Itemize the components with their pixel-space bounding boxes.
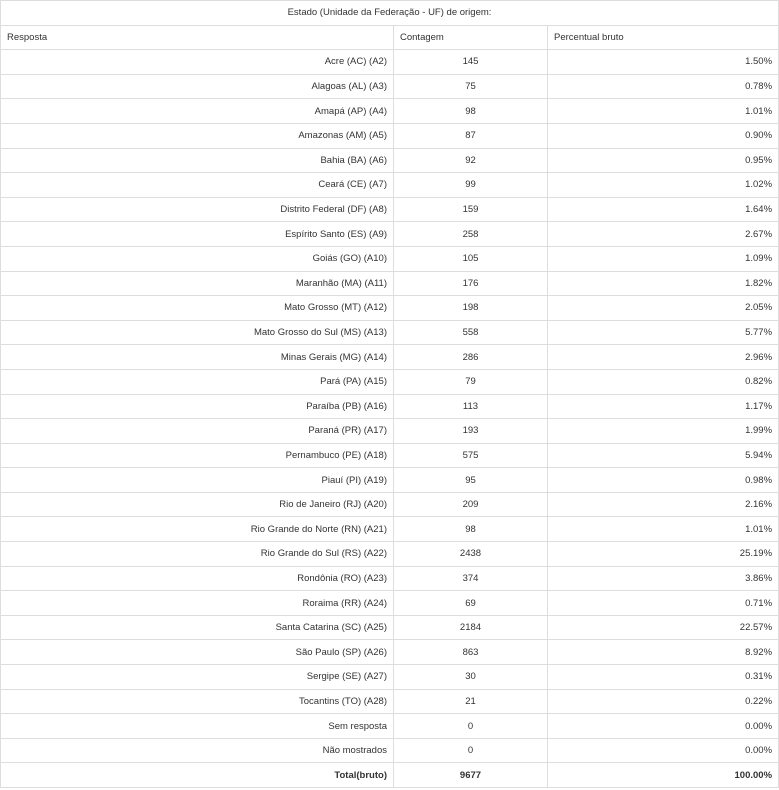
- count-cell: 98: [394, 517, 548, 542]
- header-percent: Percentual bruto: [548, 25, 779, 50]
- table-row: [1, 738, 779, 763]
- percent-cell: 2.67%: [548, 222, 779, 247]
- percent-cell: 1.09%: [548, 246, 779, 271]
- answer-cell: Não mostrados: [1, 738, 394, 763]
- table-title-row: [1, 1, 779, 26]
- answer-cell: Piauí (PI) (A19): [1, 468, 394, 493]
- table-row: [1, 566, 779, 591]
- answer-cell: Sem resposta: [1, 714, 394, 739]
- percent-cell: 0.22%: [548, 689, 779, 714]
- percent-cell: 1.99%: [548, 419, 779, 444]
- table-row: [1, 714, 779, 739]
- table-row: [1, 615, 779, 640]
- total-percent: 100.00%: [548, 763, 779, 788]
- count-cell: 95: [394, 468, 548, 493]
- table-row: [1, 173, 779, 198]
- answer-cell: Distrito Federal (DF) (A8): [1, 197, 394, 222]
- percent-cell: 0.98%: [548, 468, 779, 493]
- percent-cell: 0.78%: [548, 74, 779, 99]
- count-cell: 99: [394, 173, 548, 198]
- table-row: [1, 50, 779, 75]
- table-row: [1, 369, 779, 394]
- table-row: [1, 591, 779, 616]
- answer-cell: Mato Grosso (MT) (A12): [1, 296, 394, 321]
- count-cell: 79: [394, 369, 548, 394]
- count-cell: 105: [394, 246, 548, 271]
- table-row: [1, 320, 779, 345]
- table-row: [1, 271, 779, 296]
- total-row: [1, 763, 779, 788]
- percent-cell: 1.01%: [548, 99, 779, 124]
- table-title: Estado (Unidade da Federação - UF) de origem:: [1, 1, 779, 26]
- percent-cell: 0.82%: [548, 369, 779, 394]
- count-cell: 75: [394, 74, 548, 99]
- table-row: [1, 148, 779, 173]
- answer-cell: Pernambuco (PE) (A18): [1, 443, 394, 468]
- answer-cell: Paraná (PR) (A17): [1, 419, 394, 444]
- percent-cell: 1.82%: [548, 271, 779, 296]
- count-cell: 145: [394, 50, 548, 75]
- percent-cell: 0.31%: [548, 665, 779, 690]
- table-row: [1, 665, 779, 690]
- answer-cell: Roraima (RR) (A24): [1, 591, 394, 616]
- answer-cell: Rondônia (RO) (A23): [1, 566, 394, 591]
- count-cell: 2184: [394, 615, 548, 640]
- percent-cell: 8.92%: [548, 640, 779, 665]
- count-cell: 159: [394, 197, 548, 222]
- table-row: [1, 123, 779, 148]
- table-row: [1, 542, 779, 567]
- percent-cell: 2.96%: [548, 345, 779, 370]
- count-cell: 69: [394, 591, 548, 616]
- answer-cell: Goiás (GO) (A10): [1, 246, 394, 271]
- header-answer: Resposta: [1, 25, 394, 50]
- answer-cell: Maranhão (MA) (A11): [1, 271, 394, 296]
- percent-cell: 3.86%: [548, 566, 779, 591]
- answer-cell: Rio Grande do Norte (RN) (A21): [1, 517, 394, 542]
- answer-cell: Amapá (AP) (A4): [1, 99, 394, 124]
- table-row: [1, 640, 779, 665]
- percent-cell: 2.05%: [548, 296, 779, 321]
- count-cell: 374: [394, 566, 548, 591]
- answer-cell: Tocantins (TO) (A28): [1, 689, 394, 714]
- percent-cell: 0.90%: [548, 123, 779, 148]
- count-cell: 98: [394, 99, 548, 124]
- table-row: [1, 246, 779, 271]
- header-count: Contagem: [394, 25, 548, 50]
- total-label: Total(bruto): [1, 763, 394, 788]
- percent-cell: 0.95%: [548, 148, 779, 173]
- table-row: [1, 345, 779, 370]
- answer-cell: Paraíba (PB) (A16): [1, 394, 394, 419]
- answer-cell: São Paulo (SP) (A26): [1, 640, 394, 665]
- answer-cell: Amazonas (AM) (A5): [1, 123, 394, 148]
- table-row: [1, 492, 779, 517]
- count-cell: 30: [394, 665, 548, 690]
- table-header-row: [1, 25, 779, 50]
- count-cell: 2438: [394, 542, 548, 567]
- answer-cell: Mato Grosso do Sul (MS) (A13): [1, 320, 394, 345]
- count-cell: 21: [394, 689, 548, 714]
- count-cell: 575: [394, 443, 548, 468]
- percent-cell: 5.94%: [548, 443, 779, 468]
- answer-cell: Espírito Santo (ES) (A9): [1, 222, 394, 247]
- percent-cell: 2.16%: [548, 492, 779, 517]
- count-cell: 87: [394, 123, 548, 148]
- percent-cell: 1.50%: [548, 50, 779, 75]
- percent-cell: 1.02%: [548, 173, 779, 198]
- count-cell: 198: [394, 296, 548, 321]
- answer-cell: Sergipe (SE) (A27): [1, 665, 394, 690]
- percent-cell: 1.17%: [548, 394, 779, 419]
- count-cell: 0: [394, 738, 548, 763]
- table-row: [1, 296, 779, 321]
- answer-cell: Rio Grande do Sul (RS) (A22): [1, 542, 394, 567]
- answer-cell: Rio de Janeiro (RJ) (A20): [1, 492, 394, 517]
- table-row: [1, 74, 779, 99]
- answer-cell: Acre (AC) (A2): [1, 50, 394, 75]
- count-cell: 863: [394, 640, 548, 665]
- table-row: [1, 197, 779, 222]
- percent-cell: 5.77%: [548, 320, 779, 345]
- percent-cell: 0.00%: [548, 714, 779, 739]
- answer-cell: Minas Gerais (MG) (A14): [1, 345, 394, 370]
- count-cell: 193: [394, 419, 548, 444]
- answer-cell: Ceará (CE) (A7): [1, 173, 394, 198]
- table-row: [1, 443, 779, 468]
- percent-cell: 25.19%: [548, 542, 779, 567]
- table-row: [1, 99, 779, 124]
- table-row: [1, 419, 779, 444]
- percent-cell: 1.01%: [548, 517, 779, 542]
- count-cell: 258: [394, 222, 548, 247]
- count-cell: 558: [394, 320, 548, 345]
- count-cell: 176: [394, 271, 548, 296]
- table-row: [1, 222, 779, 247]
- percent-cell: 0.00%: [548, 738, 779, 763]
- table-row: [1, 517, 779, 542]
- count-cell: 0: [394, 714, 548, 739]
- answer-cell: Alagoas (AL) (A3): [1, 74, 394, 99]
- count-cell: 113: [394, 394, 548, 419]
- percent-cell: 1.64%: [548, 197, 779, 222]
- count-cell: 209: [394, 492, 548, 517]
- percent-cell: 0.71%: [548, 591, 779, 616]
- table-row: [1, 394, 779, 419]
- answer-cell: Santa Catarina (SC) (A25): [1, 615, 394, 640]
- table-row: [1, 689, 779, 714]
- percent-cell: 22.57%: [548, 615, 779, 640]
- total-count: 9677: [394, 763, 548, 788]
- answer-cell: Bahia (BA) (A6): [1, 148, 394, 173]
- answer-cell: Pará (PA) (A15): [1, 369, 394, 394]
- table-row: [1, 468, 779, 493]
- count-cell: 92: [394, 148, 548, 173]
- count-cell: 286: [394, 345, 548, 370]
